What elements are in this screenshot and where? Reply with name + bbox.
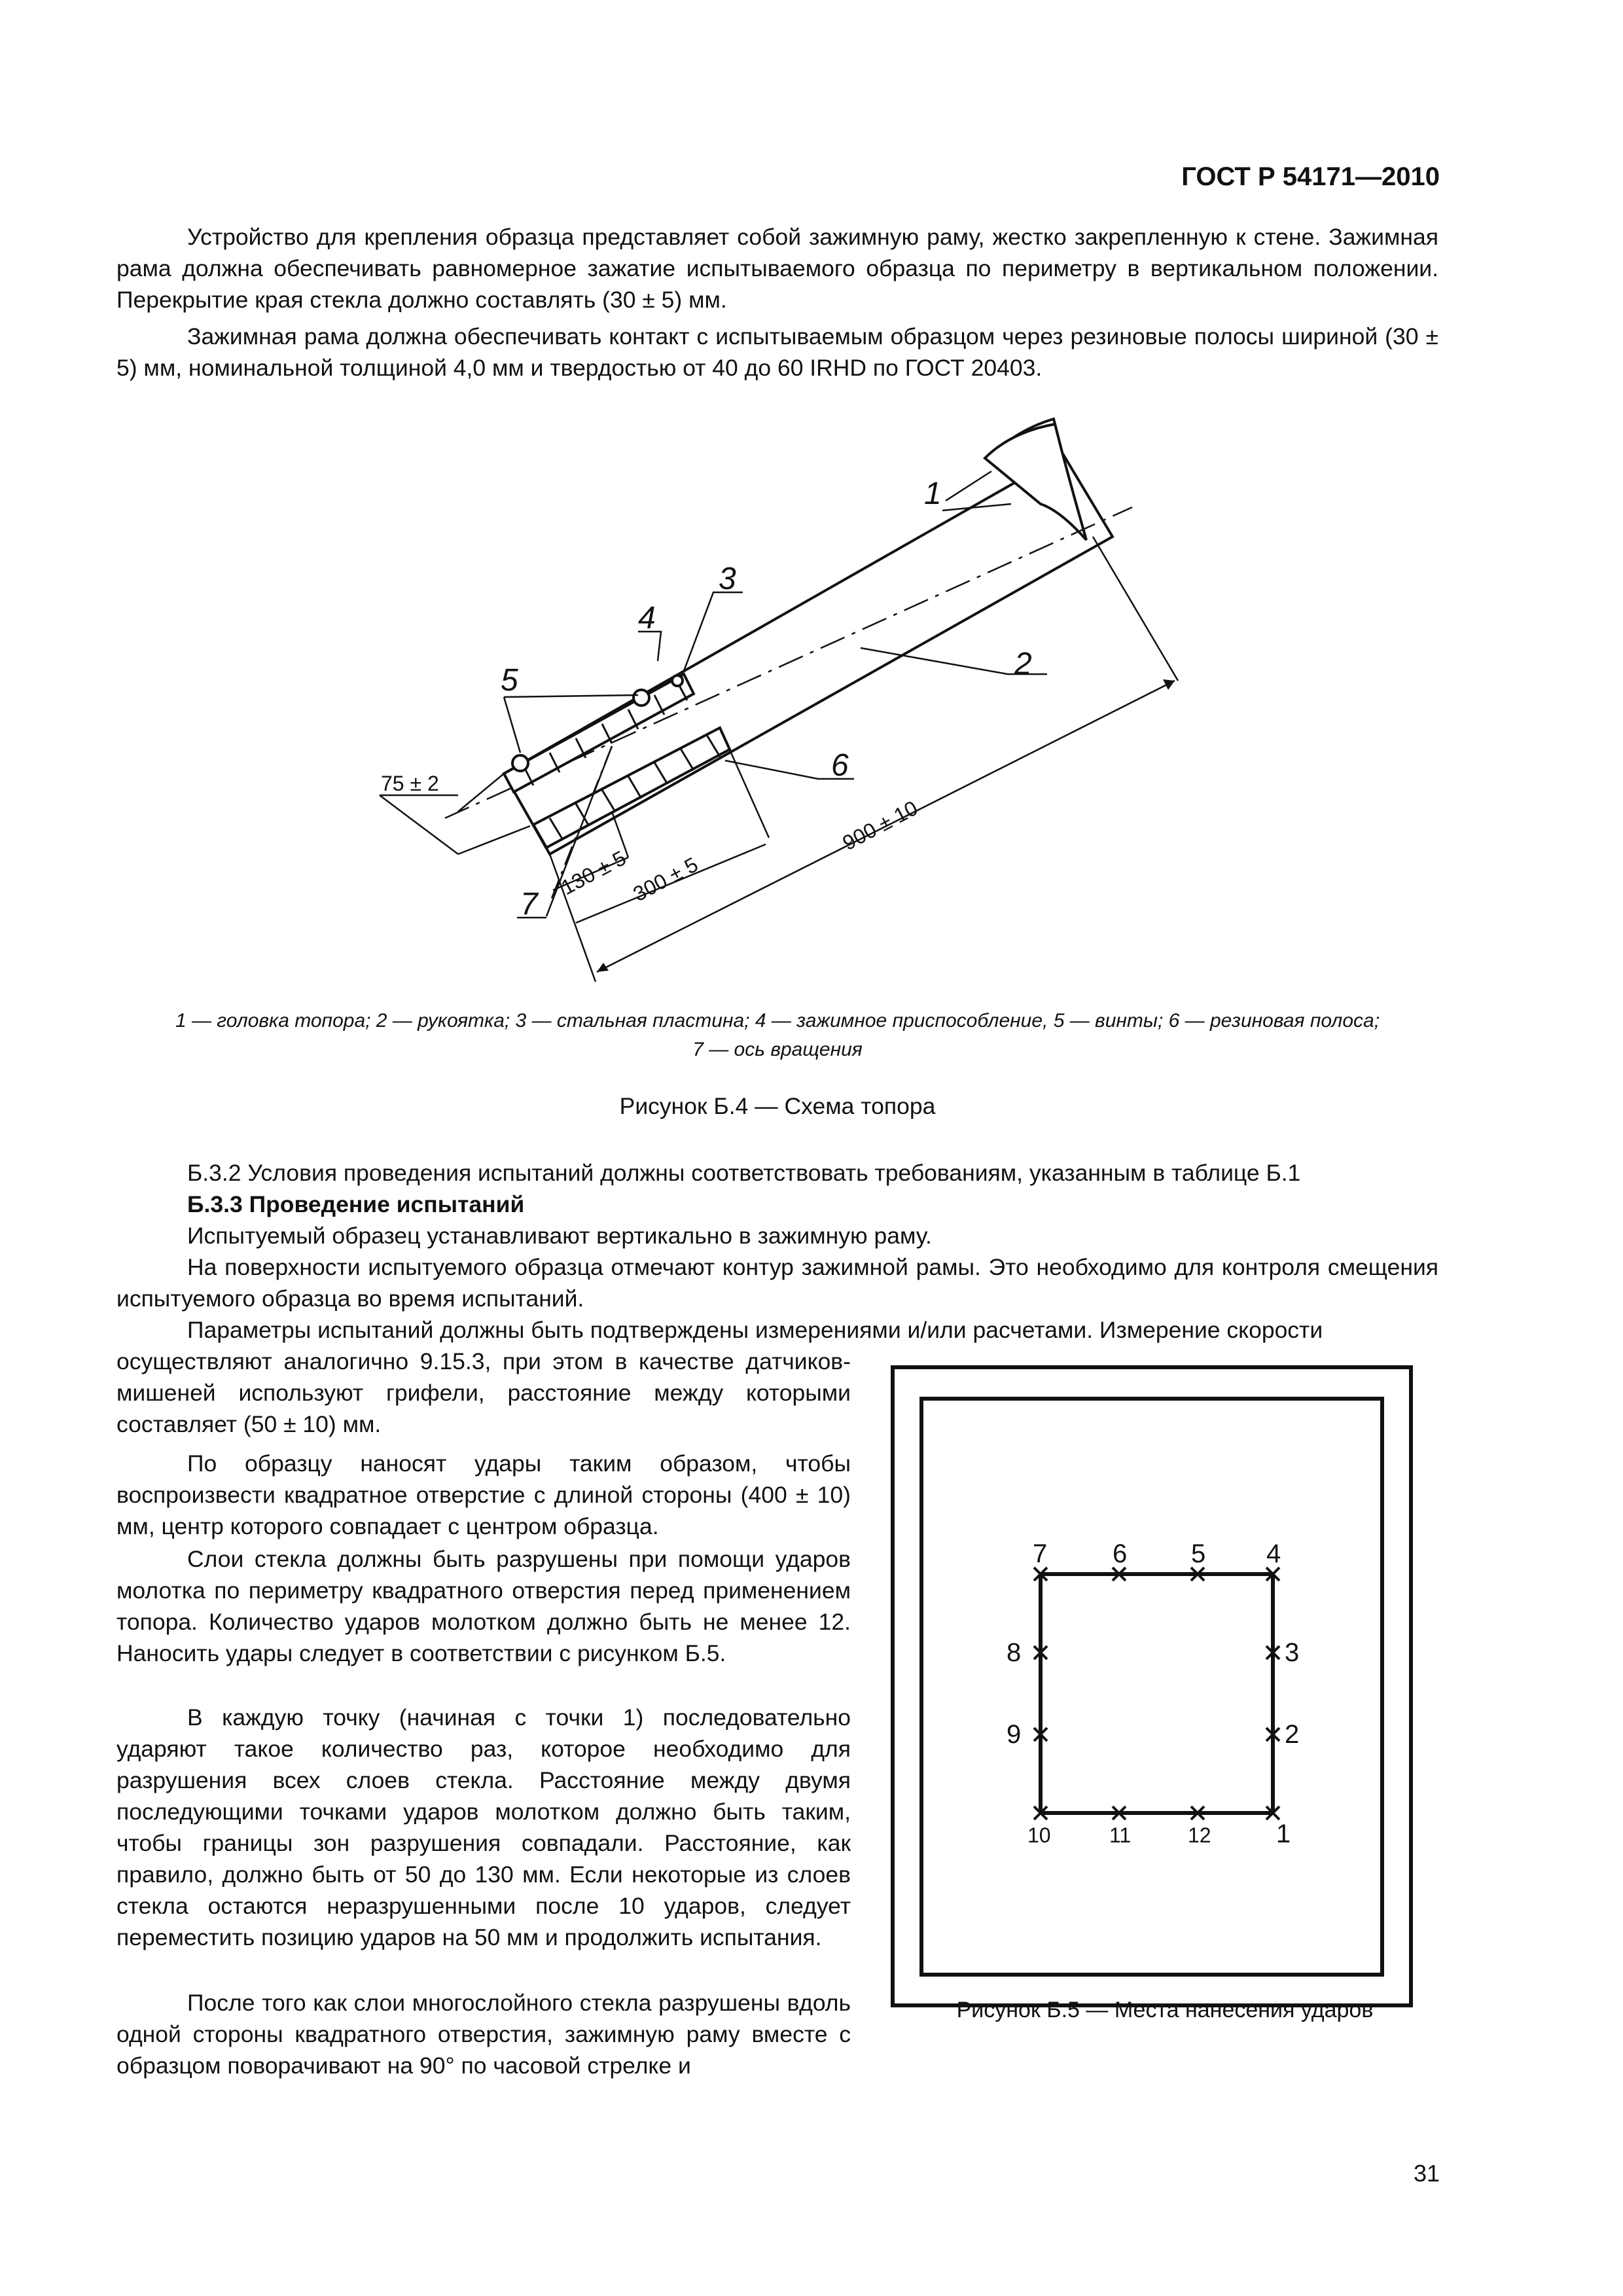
fig-b4-legend-line2: 7 — ось вращения [692, 1039, 863, 1060]
dim-75: 75 ± 2 [381, 772, 439, 795]
impact-point-label: 5 [1191, 1539, 1206, 1568]
dim-130: 130 ± 5 [557, 846, 630, 900]
section-s1: Испытуемый образец устанавливают вертикально в зажимную раму. [187, 1223, 932, 1249]
label-7: 7 [520, 887, 538, 922]
impact-point-label: 11 [1109, 1823, 1132, 1847]
label-1: 1 [924, 476, 942, 511]
label-6: 6 [831, 748, 849, 783]
impact-point-label: 12 [1188, 1823, 1211, 1847]
fig-b4-legend-line1: 1 — головка топора; 2 — рукоятка; 3 — стальная пластина; 4 — зажимное приспособление, 5 — винты; 6 — резиновая полоса; [175, 1010, 1380, 1031]
fig-b5-title: Рисунок Б.5 — Места нанесения ударов [956, 1998, 1374, 2022]
page-number: 31 [1413, 2160, 1440, 2187]
axe-scheme-figure [0, 0, 1623, 1021]
impact-point-label: 10 [1027, 1823, 1051, 1847]
impact-point-label: 4 [1266, 1539, 1281, 1568]
impact-point-label: 9 [1007, 1720, 1022, 1749]
section-b33-title: Б.3.3 Проведение испытаний [187, 1191, 525, 1217]
section-s4: По образцу наносят удары таким образом, чтобы воспроизвести квадратное отверстие с длиной стороны (400 ± 10) мм, центр которого совпадает с центром образца. [116, 1450, 851, 1539]
section-s3-rest: осуществляют аналогично 9.15.3, при этом в качестве датчиков-мишеней используют грифели, расстояние между которыми составляет (50 ± 10) мм. [116, 1348, 851, 1437]
dim-300: 300 ± 5 [629, 852, 702, 906]
clamp-device [672, 675, 683, 686]
label-2: 2 [1014, 647, 1032, 681]
leader-1 [946, 471, 991, 501]
document-header: ГОСТ Р 54171—2010 [1181, 162, 1440, 191]
section-b32: Б.3.2 Условия проведения испытаний должны соответствовать требованиям, указанным в таблице Б.1 [187, 1160, 1301, 1186]
section-s5: Слои стекла должны быть разрушены при помощи ударов молотка по периметру квадратного отверстия перед применением топора. Количество ударов молотком должно быть не менее 12. Наносить удары следует в соответствии с рисунком Б.5. [116, 1546, 851, 1666]
frame-outer [893, 1367, 1411, 2005]
intro-paragraph-2: Зажимная рама должна обеспечивать контакт с испытываемым образцом через резиновые полосы шириной (30 ± 5) мм, номинальной толщиной 4,0 мм и твердостью от 40 до 60 IRHD по ГОСТ 20403. [116, 323, 1438, 381]
leader-4 [638, 632, 661, 661]
fig-b4-title: Рисунок Б.4 — Схема топора [619, 1093, 936, 1119]
frame-inner [921, 1399, 1382, 1975]
impact-point-label: 7 [1033, 1539, 1048, 1568]
impact-point-label: 6 [1113, 1539, 1128, 1568]
screw-right [633, 690, 649, 706]
impact-point-label: 3 [1285, 1638, 1300, 1667]
section-s2: На поверхности испытуемого образца отмечают контур зажимной рамы. Это необходимо для контроля смещения испытуемого образца во время испытаний. [116, 1254, 1438, 1312]
impact-points-figure [890, 1365, 1440, 2026]
label-3: 3 [719, 562, 736, 596]
label-4: 4 [638, 601, 656, 636]
section-s7: После того как слои многослойного стекла разрушены вдоль одной стороны квадратного отверстия, зажимную раму вместе с образцом поворачивают на 90° по часовой стрелке и [116, 1990, 851, 2079]
section-s6: В каждую точку (начиная с точки 1) последовательно ударяют такое количество раз, которое необходимо для разрушения всех слоев стекла. Расстояние между двумя последующими точками ударов молотком должно быть таким, чтобы границы зон разрушения совпадали. Расстояние, как правило, должно быть от 50 до 130 мм. Если некоторые из слоев стекла остаются неразрушенными после 10 ударов, следует переместить позицию ударов на 50 мм и продолжить испытания. [116, 1704, 851, 1950]
screw-left [512, 755, 528, 771]
impact-point-label: 8 [1007, 1638, 1022, 1667]
square-hole-outline [1041, 1574, 1273, 1813]
label-5: 5 [501, 663, 518, 698]
intro-paragraph-1: Устройство для крепления образца представляет собой зажимную раму, жестко закрепленную к стене. Зажимная рама должна обеспечивать равномерное зажатие испытываемого образца по периметру в вертикальном положении. Перекрытие края стекла должно составлять (30 ± 5) мм. [116, 224, 1438, 313]
dim-900: 900 ± 10 [838, 796, 922, 855]
impact-point-label: 1 [1276, 1820, 1291, 1848]
section-s3: Параметры испытаний должны быть подтверждены измерениями и/или расчетами. Измерение скорости [187, 1317, 1323, 1343]
impact-point-label: 2 [1285, 1720, 1300, 1749]
